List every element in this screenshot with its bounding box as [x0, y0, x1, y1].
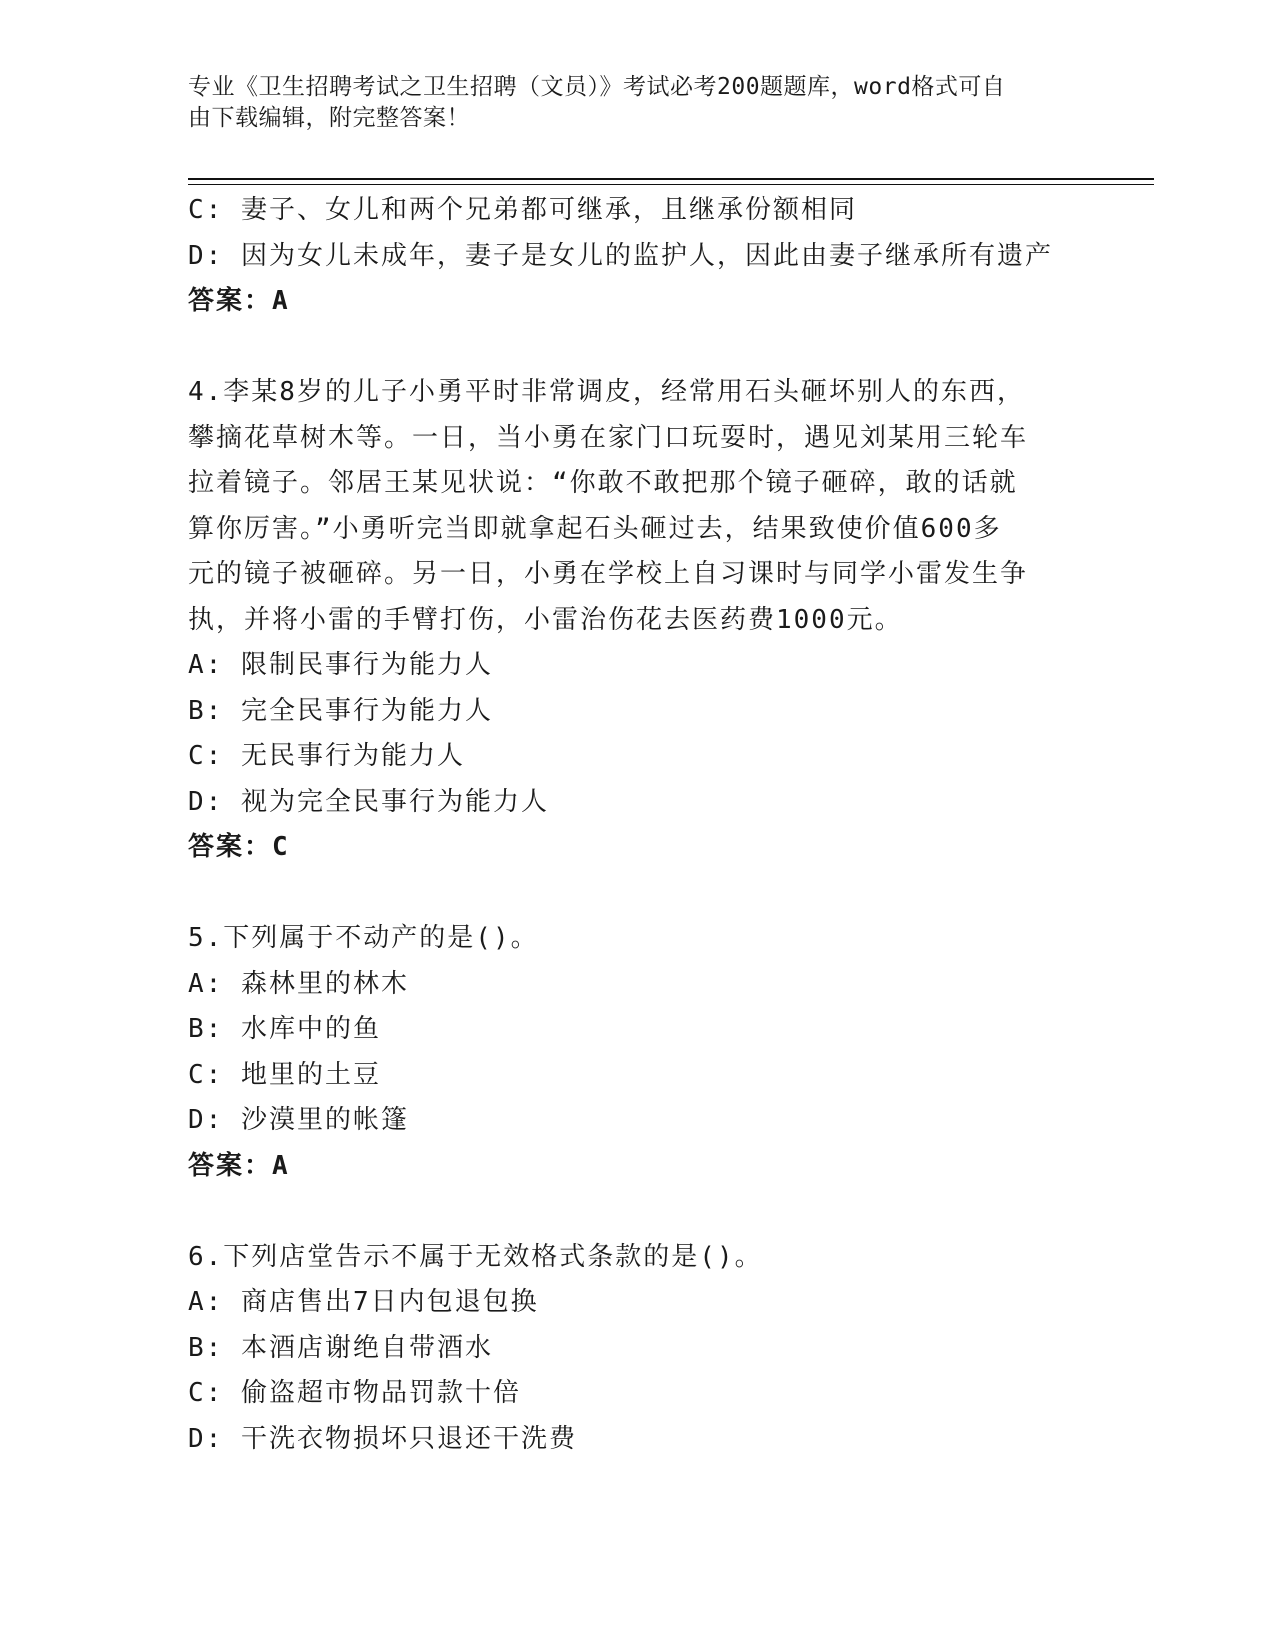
q4-stem-line-5: 元的镜子被砸碎。另一日，小勇在学校上自习课时与同学小雷发生争	[188, 559, 1029, 589]
q6-option-a: A: 商店售出7日内包退包换	[188, 1287, 539, 1317]
q6-option-b: B: 本酒店谢绝自带酒水	[188, 1332, 493, 1363]
q4-stem-line-2: 攀摘花草树木等。一日，当小勇在家门口玩耍时，遇见刘某用三轮车	[188, 422, 1029, 453]
q4-answer: 答案：C	[188, 832, 290, 862]
question-content	[188, 188, 1088, 1462]
q5-stem: 5.下列属于不动产的是()。	[188, 923, 539, 953]
q6-option-d: D: 干洗衣物损坏只退还干洗费	[188, 1423, 577, 1454]
question-5	[188, 916, 1088, 1189]
q4-stem-line-1: 4.李某8岁的儿子小勇平时非常调皮，经常用石头砸坏别人的东西，	[188, 377, 1025, 407]
q4-option-d: D: 视为完全民事行为能力人	[188, 786, 549, 817]
q5-option-a: A: 森林里的林木	[188, 968, 409, 999]
header-divider-thick	[188, 178, 1154, 180]
document-header	[188, 72, 1068, 134]
q4-option-b: B: 完全民事行为能力人	[188, 695, 493, 726]
q6-stem: 6.下列店堂告示不属于无效格式条款的是()。	[188, 1241, 763, 1272]
q3-option-d: D: 因为女儿未成年，妻子是女儿的监护人，因此由妻子继承所有遗产	[188, 240, 1053, 271]
q5-option-c: C: 地里的土豆	[188, 1059, 381, 1090]
spacer	[188, 1189, 1088, 1235]
q5-option-d: D: 沙漠里的帐篷	[188, 1105, 409, 1135]
q5-option-b: B: 水库中的鱼	[188, 1014, 381, 1044]
q4-stem-line-6: 执，并将小雷的手臂打伤，小雷治伤花去医药费1000元。	[188, 604, 903, 635]
q3-option-c: C: 妻子、女儿和两个兄弟都可继承，且继承份额相同	[188, 195, 857, 225]
question-6	[188, 1235, 1088, 1463]
spacer	[188, 871, 1088, 917]
q4-stem-line-4: 算你厉害。”小勇听完当即就拿起石头砸过去，结果致使价值600多	[188, 513, 1002, 544]
q4-option-a: A: 限制民事行为能力人	[188, 650, 493, 680]
q4-stem-line-3: 拉着镜子。邻居王某见状说：“你敢不敢把那个镜子砸碎，敢的话就	[188, 468, 1018, 498]
question-4	[188, 370, 1088, 871]
header-title-line-2: 由下载编辑，附完整答案！	[188, 105, 470, 131]
q3-answer: 答案：A	[188, 286, 290, 316]
header-divider-thin	[188, 184, 1154, 185]
q5-answer: 答案：A	[188, 1150, 290, 1181]
q6-option-c: C: 偷盗超市物品罚款十倍	[188, 1378, 521, 1408]
question-3-tail	[188, 188, 1088, 325]
spacer	[188, 325, 1088, 371]
header-title-line-1: 专业《卫生招聘考试之卫生招聘（文员）》考试必考200题题库，word格式可自	[188, 74, 1006, 100]
q4-option-c: C: 无民事行为能力人	[188, 741, 465, 771]
